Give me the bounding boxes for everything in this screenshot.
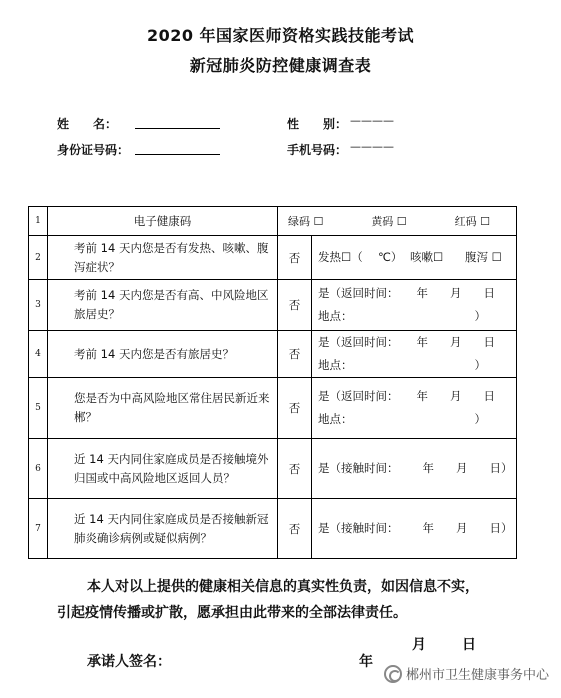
red-code-checkbox[interactable]: 红码 ☐ bbox=[454, 215, 490, 228]
statement-line-2: 引起疫情传播或扩散，愿承担由此带来的全部法律责任。 bbox=[57, 605, 407, 621]
wechat-logo-icon bbox=[384, 665, 402, 683]
table-row bbox=[29, 207, 517, 236]
yes-option[interactable]: 是（返回时间： bbox=[318, 389, 399, 403]
answer-cell bbox=[312, 499, 517, 559]
row-number: 1 bbox=[29, 207, 48, 236]
green-code-checkbox[interactable]: 绿码 ☐ bbox=[288, 215, 324, 228]
close-paren: ） bbox=[474, 358, 486, 372]
row-number: 4 bbox=[29, 331, 48, 378]
answer-cell bbox=[312, 378, 517, 439]
yes-option[interactable]: 是（接触时间： bbox=[318, 521, 399, 535]
row-number: 2 bbox=[29, 236, 48, 280]
fever-checkbox[interactable]: 发热☐（ ℃） bbox=[318, 250, 403, 264]
question-text: 近 14 天内同住家庭成员是否接触新冠肺炎确诊病例或疑似病例？ bbox=[48, 499, 278, 559]
location-label: 地点： bbox=[318, 309, 353, 323]
month-label: 月 bbox=[450, 389, 462, 403]
month-label: 月 bbox=[450, 286, 462, 300]
health-survey-table bbox=[28, 206, 517, 559]
day-label: 日） bbox=[489, 461, 513, 475]
page-subtitle: 新冠肺炎防控健康调查表 bbox=[189, 56, 372, 75]
question-text: 近 14 天内同住家庭成员是否接触境外归国或中高风险地区返回人员？ bbox=[48, 439, 278, 499]
table-row bbox=[29, 331, 517, 378]
question-text: 考前 14 天内您是否有旅居史？ bbox=[48, 331, 278, 378]
diarrhea-checkbox[interactable]: 腹泻 ☐ bbox=[465, 250, 502, 264]
row-number: 6 bbox=[29, 439, 48, 499]
no-option[interactable]: 否 bbox=[278, 280, 312, 331]
page-title: 2020 年国家医师资格实践技能考试 bbox=[146, 26, 415, 45]
close-paren: ） bbox=[474, 412, 486, 426]
cough-checkbox[interactable]: 咳嗽☐ bbox=[410, 250, 444, 264]
signature-day-label: 日 bbox=[462, 637, 476, 653]
watermark-text: 郴州市卫生健康事务中心 bbox=[405, 668, 549, 683]
table-row bbox=[29, 236, 517, 280]
id-number-field[interactable] bbox=[135, 141, 220, 155]
question-text: 您是否为中高风险地区常住居民新近来郴？ bbox=[48, 378, 278, 439]
location-label: 地点： bbox=[318, 358, 353, 372]
no-option[interactable]: 否 bbox=[278, 499, 312, 559]
year-label: 年 bbox=[422, 461, 434, 475]
month-label: 月 bbox=[456, 521, 468, 535]
health-code-label: 电子健康码 bbox=[48, 207, 278, 236]
no-option[interactable]: 否 bbox=[278, 378, 312, 439]
year-label: 年 bbox=[422, 521, 434, 535]
name-field[interactable] bbox=[135, 115, 220, 129]
statement-line-1: 本人对以上提供的健康相关信息的真实性负责，如因信息不实， bbox=[87, 579, 479, 595]
year-label: 年 bbox=[416, 286, 428, 300]
day-label: 日 bbox=[483, 389, 495, 403]
signature-month-label: 月 bbox=[412, 637, 426, 653]
no-option[interactable]: 否 bbox=[278, 236, 312, 280]
answer-cell bbox=[312, 439, 517, 499]
table-row bbox=[29, 499, 517, 559]
day-label: 日 bbox=[483, 286, 495, 300]
year-label: 年 bbox=[416, 335, 428, 349]
health-code-options bbox=[278, 207, 517, 236]
watermark bbox=[384, 664, 549, 683]
id-number-label: 身份证号码： bbox=[57, 143, 130, 157]
phone-field[interactable]: ———— bbox=[350, 140, 394, 153]
answer-cell bbox=[312, 331, 517, 378]
gender-field[interactable]: ———— bbox=[350, 114, 394, 127]
row-number: 7 bbox=[29, 499, 48, 559]
phone-label: 手机号码： bbox=[287, 143, 348, 157]
day-label: 日 bbox=[483, 335, 495, 349]
row-number: 5 bbox=[29, 378, 48, 439]
name-label: 姓 名： bbox=[57, 117, 118, 131]
location-label: 地点： bbox=[318, 412, 353, 426]
signature-year-label: 年 bbox=[359, 654, 373, 670]
row-number: 3 bbox=[29, 280, 48, 331]
table-row bbox=[29, 280, 517, 331]
yellow-code-checkbox[interactable]: 黄码 ☐ bbox=[371, 215, 407, 228]
gender-label: 性 别： bbox=[287, 117, 348, 131]
question-text: 考前 14 天内您是否有高、中风险地区旅居史？ bbox=[48, 280, 278, 331]
close-paren: ） bbox=[474, 309, 486, 323]
month-label: 月 bbox=[456, 461, 468, 475]
signature-field[interactable] bbox=[185, 652, 325, 665]
table-row bbox=[29, 378, 517, 439]
table-row bbox=[29, 439, 517, 499]
month-label: 月 bbox=[450, 335, 462, 349]
signature-label: 承诺人签名： bbox=[87, 654, 171, 670]
yes-option[interactable]: 是（返回时间： bbox=[318, 286, 399, 300]
year-label: 年 bbox=[416, 389, 428, 403]
day-label: 日） bbox=[489, 521, 513, 535]
question-text: 考前 14 天内您是否有发热、咳嗽、腹泻症状？ bbox=[48, 236, 278, 280]
no-option[interactable]: 否 bbox=[278, 331, 312, 378]
answer-cell bbox=[312, 236, 517, 280]
no-option[interactable]: 否 bbox=[278, 439, 312, 499]
yes-option[interactable]: 是（接触时间： bbox=[318, 461, 399, 475]
yes-option[interactable]: 是（返回时间： bbox=[318, 335, 399, 349]
answer-cell bbox=[312, 280, 517, 331]
